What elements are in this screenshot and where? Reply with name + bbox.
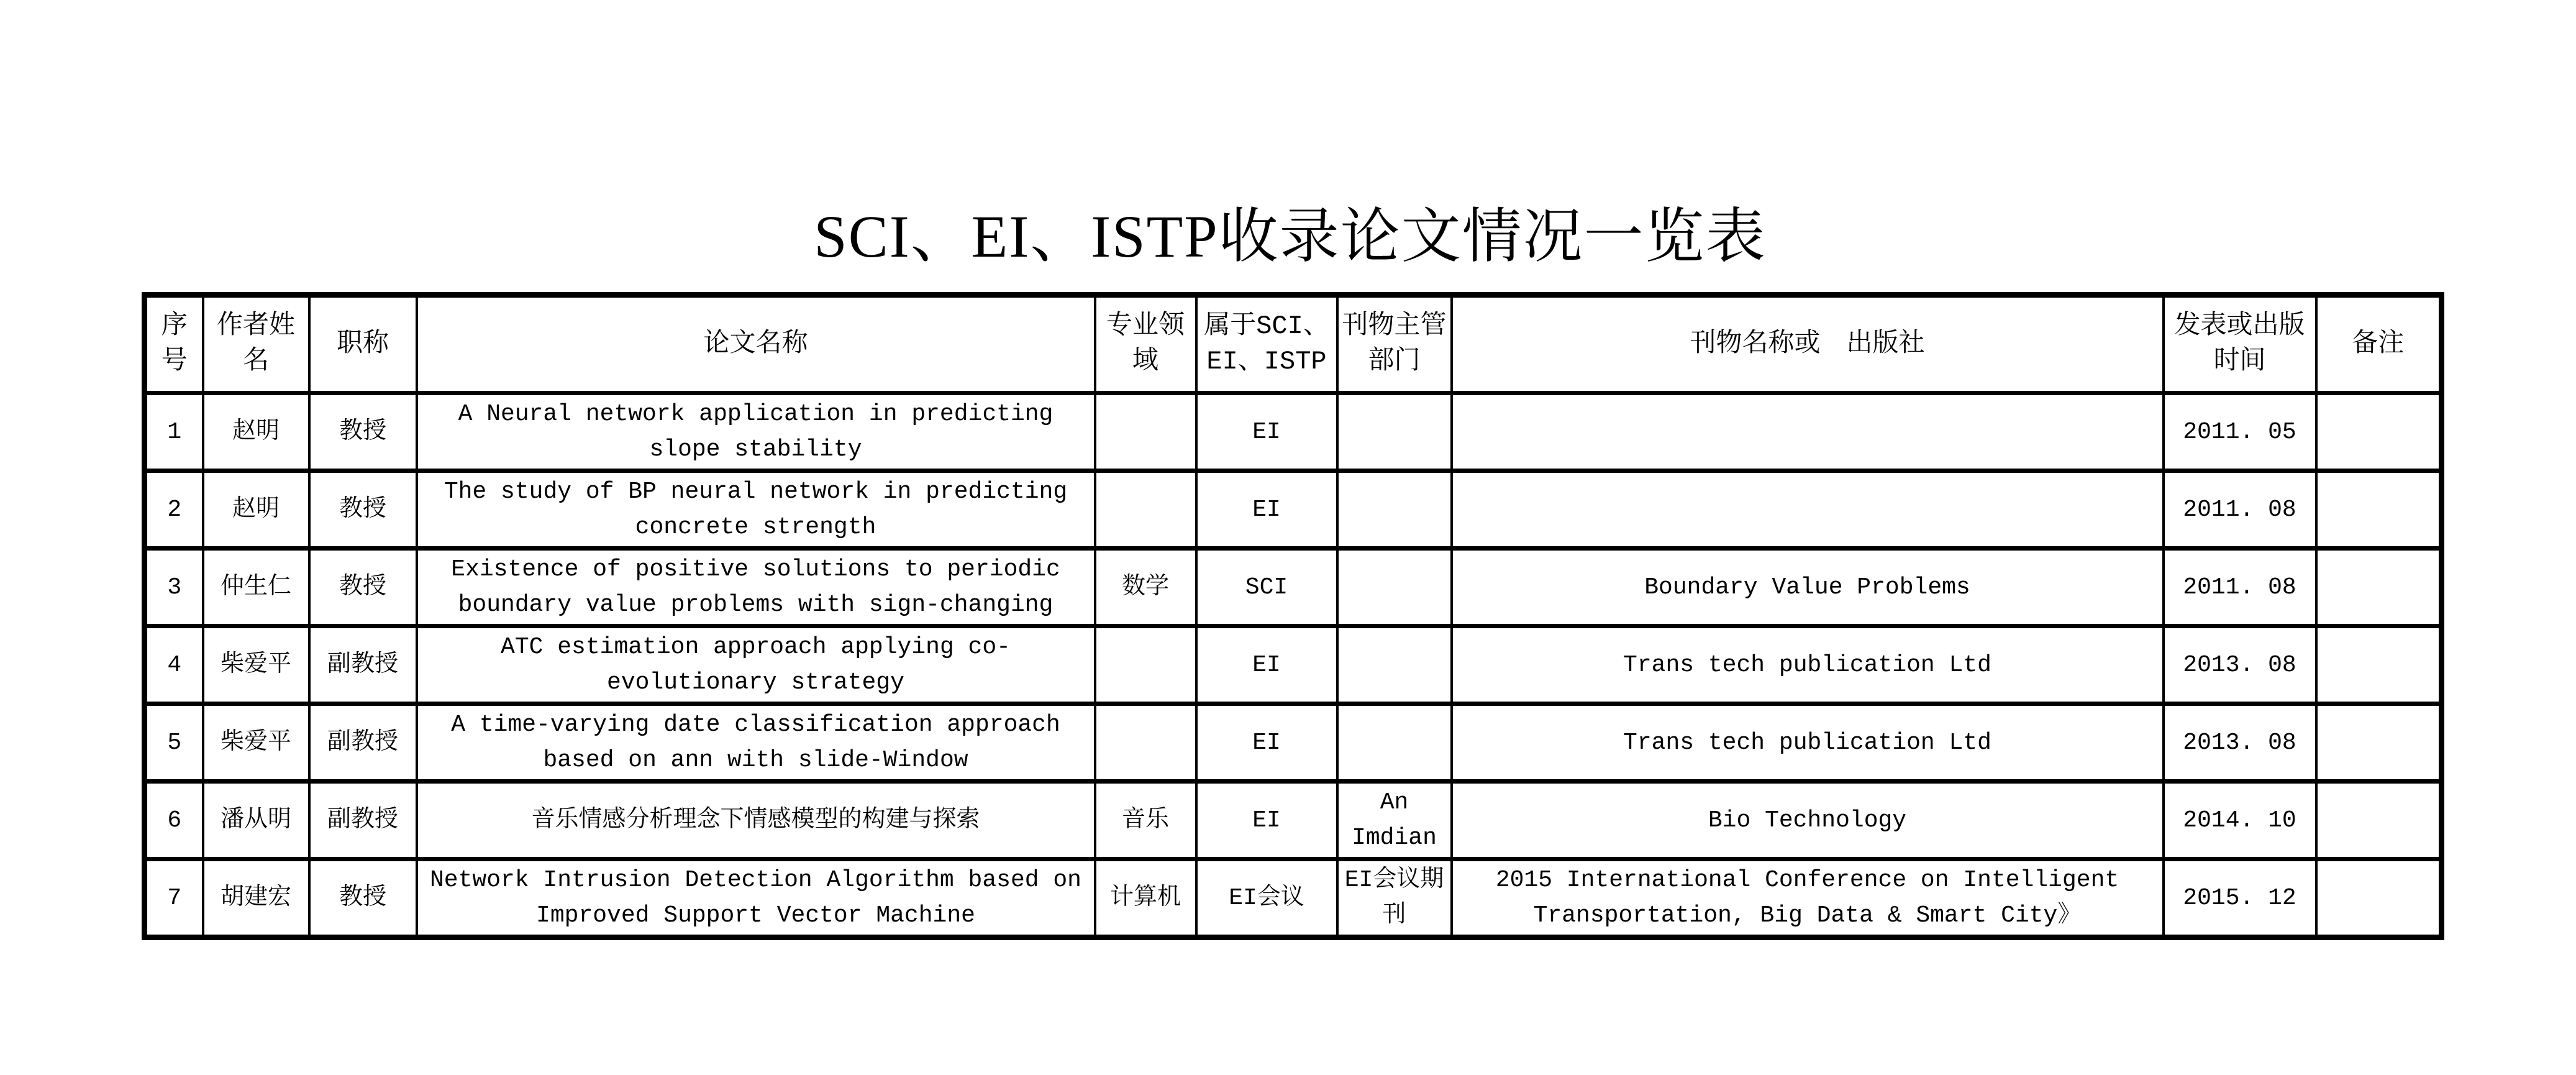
cell-notes: [2316, 471, 2442, 549]
col-header-journal-name: 刊物名称或 出版社: [1452, 295, 2164, 393]
cell-index-type: EI: [1196, 704, 1337, 782]
cell-paper-title: A time-varying date classification approach based on ann with slide-Window: [417, 704, 1095, 782]
col-header-paper-title: 论文名称: [417, 295, 1095, 393]
cell-index-type: SCI: [1196, 549, 1337, 626]
cell-field: 数学: [1095, 549, 1196, 626]
table-row: [145, 859, 2442, 938]
cell-journal-name: [1452, 393, 2164, 471]
cell-notes: [2316, 859, 2442, 938]
cell-index-type: EI: [1196, 393, 1337, 471]
cell-journal-dept: An Imdian: [1337, 782, 1452, 859]
col-header-seq: 序号: [145, 295, 203, 393]
cell-notes: [2316, 782, 2442, 859]
cell-field: 计算机: [1095, 859, 1196, 938]
col-header-field: 专业领域: [1095, 295, 1196, 393]
page-title: SCI、EI、ISTP收录论文情况一览表: [814, 203, 1767, 270]
cell-author: 胡建宏: [203, 859, 309, 938]
cell-author: 赵明: [203, 393, 309, 471]
cell-rank: 教授: [309, 471, 417, 549]
table-row: [145, 626, 2442, 704]
cell-seq: 3: [145, 549, 203, 626]
table-row: [145, 704, 2442, 782]
cell-rank: 教授: [309, 859, 417, 938]
cell-paper-title: The study of BP neural network in predicting concrete strength: [417, 471, 1095, 549]
cell-seq: 2: [145, 471, 203, 549]
cell-paper-title: ATC estimation approach applying co-evolutionary strategy: [417, 626, 1095, 704]
table-row: [145, 549, 2442, 626]
header-row: [145, 295, 2442, 393]
cell-index-type: EI: [1196, 626, 1337, 704]
cell-journal-name: Trans tech publication Ltd: [1452, 626, 2164, 704]
col-header-index-type: 属于SCI、EI、ISTP: [1196, 295, 1337, 393]
table-row: [145, 393, 2442, 471]
cell-journal-name: 2015 International Conference on Intelligent Transportation, Big Data & Smart City》: [1452, 859, 2164, 938]
cell-paper-title: 音乐情感分析理念下情感模型的构建与探索: [417, 782, 1095, 859]
cell-pub-date: 2013. 08: [2164, 704, 2316, 782]
cell-journal-dept: [1337, 549, 1452, 626]
cell-paper-title: Network Intrusion Detection Algorithm based on Improved Support Vector Machine: [417, 859, 1095, 938]
cell-seq: 5: [145, 704, 203, 782]
cell-notes: [2316, 704, 2442, 782]
cell-journal-name: Trans tech publication Ltd: [1452, 704, 2164, 782]
col-header-pub-date: 发表或出版时间: [2164, 295, 2316, 393]
cell-rank: 副教授: [309, 782, 417, 859]
cell-rank: 副教授: [309, 626, 417, 704]
cell-rank: 副教授: [309, 704, 417, 782]
cell-notes: [2316, 549, 2442, 626]
cell-author: 赵明: [203, 471, 309, 549]
cell-author: 潘从明: [203, 782, 309, 859]
papers-table: [142, 292, 2444, 940]
cell-journal-dept: [1337, 471, 1452, 549]
cell-field: [1095, 626, 1196, 704]
table-row: [145, 471, 2442, 549]
cell-paper-title: Existence of positive solutions to periodic boundary value problems with sign-changing: [417, 549, 1095, 626]
cell-field: [1095, 471, 1196, 549]
cell-index-type: EI: [1196, 471, 1337, 549]
cell-pub-date: 2011. 05: [2164, 393, 2316, 471]
cell-seq: 4: [145, 626, 203, 704]
col-header-journal-dept: 刊物主管部门: [1337, 295, 1452, 393]
cell-journal-dept: [1337, 626, 1452, 704]
cell-field: [1095, 704, 1196, 782]
cell-paper-title: A Neural network application in predicting slope stability: [417, 393, 1095, 471]
cell-rank: 教授: [309, 549, 417, 626]
cell-notes: [2316, 626, 2442, 704]
cell-pub-date: 2015. 12: [2164, 859, 2316, 938]
cell-journal-dept: [1337, 393, 1452, 471]
col-header-rank: 职称: [309, 295, 417, 393]
cell-field: 音乐: [1095, 782, 1196, 859]
cell-author: 柴爱平: [203, 626, 309, 704]
cell-field: [1095, 393, 1196, 471]
cell-author: 仲生仁: [203, 549, 309, 626]
cell-rank: 教授: [309, 393, 417, 471]
cell-journal-dept: [1337, 704, 1452, 782]
cell-author: 柴爱平: [203, 704, 309, 782]
cell-journal-dept: EI会议期刊: [1337, 859, 1452, 938]
cell-pub-date: 2011. 08: [2164, 471, 2316, 549]
table-row: [145, 782, 2442, 859]
cell-journal-name: Boundary Value Problems: [1452, 549, 2164, 626]
col-header-notes: 备注: [2316, 295, 2442, 393]
table-body: [145, 393, 2442, 938]
cell-journal-name: Bio Technology: [1452, 782, 2164, 859]
col-header-author: 作者姓名: [203, 295, 309, 393]
cell-pub-date: 2014. 10: [2164, 782, 2316, 859]
cell-seq: 7: [145, 859, 203, 938]
cell-seq: 6: [145, 782, 203, 859]
cell-index-type: EI会议: [1196, 859, 1337, 938]
cell-notes: [2316, 393, 2442, 471]
cell-seq: 1: [145, 393, 203, 471]
cell-index-type: EI: [1196, 782, 1337, 859]
cell-pub-date: 2013. 08: [2164, 626, 2316, 704]
cell-pub-date: 2011. 08: [2164, 549, 2316, 626]
cell-journal-name: [1452, 471, 2164, 549]
